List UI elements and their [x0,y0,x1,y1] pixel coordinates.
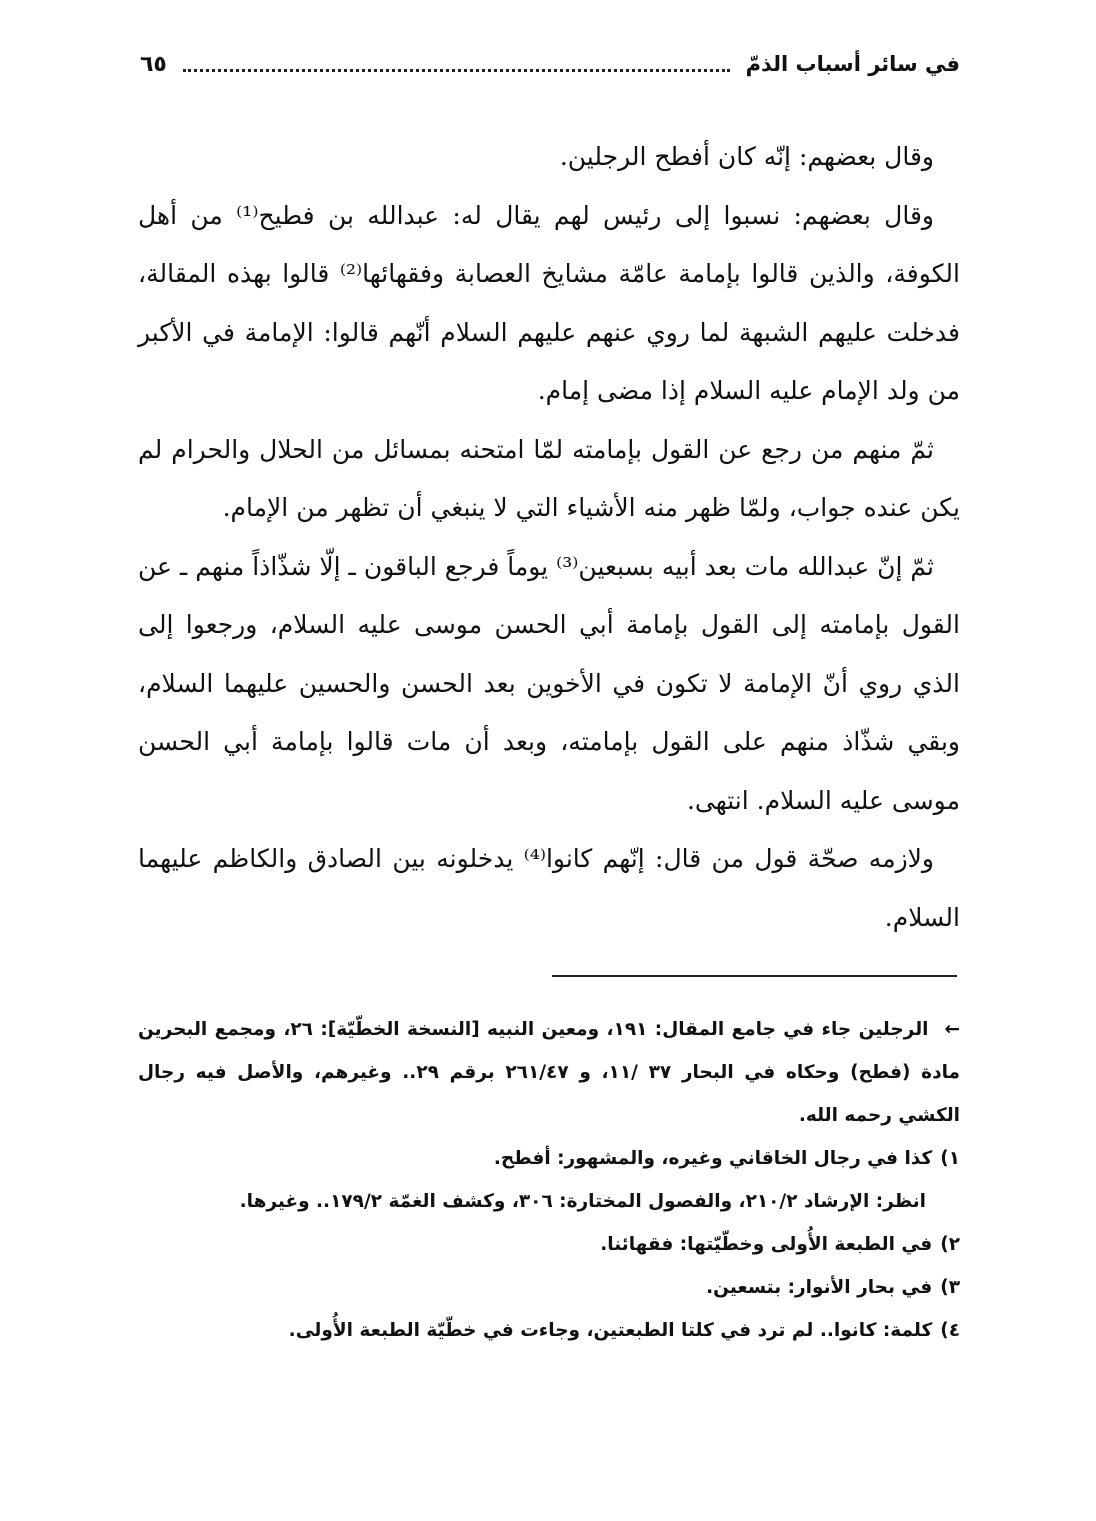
footnote-4 [138,1309,960,1352]
footnote-text: انظر: الإرشاد ٢١٠/٢، والفصول المختارة: ٣٠٦، وكشف الغمّة ١٧٩/٢.. وغيرها. [239,1191,926,1212]
running-header [140,44,960,84]
paragraph: وقال بعضهم: نسبوا إلى رئيس لهم يقال له: عبدالله بن فطيح⁽¹⁾ من أهل الكوفة، والذين قالوا بإمامة عامّة مشايخ العصابة وفقهائها⁽²⁾ قالوا بهذه المقالة، فدخلت عليهم الشبهة لما روي عنهم عليهم السلام أنّهم قالوا: الإمامة في الأكبر من ولد الإمام عليه السلام إذا مضى إمام. [138,200,960,405]
footnote-text: كلمة: كانوا.. لم ترد في كلتا الطبعتين، وجاءت في خطّيّة الطبعة الأُولى. [288,1320,933,1341]
footnote-text: كذا في رجال الخاقاني وغيره، والمشهور: أفطح. [493,1148,933,1169]
footnote-1-continued [138,1180,960,1223]
footnote-text: في الطبعة الأُولى وخطّيّتها: فقهائنا. [600,1234,933,1255]
continuation-arrow-icon: ← [944,1019,960,1040]
footnote-number: ٣) [940,1277,960,1298]
paragraph: ثمّ منهم من رجع عن القول بإمامته لمّا امتحنه بمسائل من الحلال والحرام لم يكن عنده جواب، ولمّا ظهر منه الأشياء التي لا ينبغي أن تظهر من الإمام. [138,434,960,522]
continued-footnote [138,1008,960,1137]
dot-leader [183,69,730,72]
footnote-separator [552,975,957,977]
paragraph: ولازمه صحّة قول من قال: إنّهم كانوا⁽⁴⁾ يدخلونه بين الصادق والكاظم عليهما السلام. [138,844,960,932]
footnote-number: ٤) [940,1320,960,1341]
footnote-number: ١) [940,1148,960,1169]
footnote-3 [138,1266,960,1309]
page-number: ٦٥ [140,51,167,77]
body-text [138,128,960,947]
paragraph: وقال بعضهم: إنّه كان أفطح الرجلين. [559,142,934,171]
footnote-2 [138,1223,960,1266]
paragraph: ثمّ إنّ عبدالله مات بعد أبيه بسبعين⁽³⁾ يوماً فرجع الباقون ـ إلّا شذّاذاً منهم ـ عن القول بإمامته إلى القول بإمامة أبي الحسن موسى عليه السلام، ورجعوا إلى الذي روي أنّ الإمامة لا تكون في الأخوين بعد الحسن والحسين عليهما السلام، وبقي شذّاذ منهم على القول بإمامته، وبعد أن مات قالوا بإمامة أبي الحسن موسى عليه السلام. انتهى. [138,551,960,815]
footnotes [138,1008,960,1352]
footnote-1 [138,1137,960,1180]
footnote-number: ٢) [940,1234,960,1255]
running-title: في سائر أسباب الذمّ [745,52,960,76]
continued-footnote-text: الرجلين جاء في جامع المقال: ١٩١، ومعين النبيه [النسخة الخطّيّة]: ٢٦، ومجمع البحرين مادة (فطح) وحكاه في البحار ٣٧ /١١، و ٢٦١/٤٧ برقم ٢٩.. وغيرهم، والأصل فيه رجال الكشي رحمه الله. [138,1019,960,1126]
footnote-text: في بحار الأنوار: بتسعين. [706,1277,933,1298]
